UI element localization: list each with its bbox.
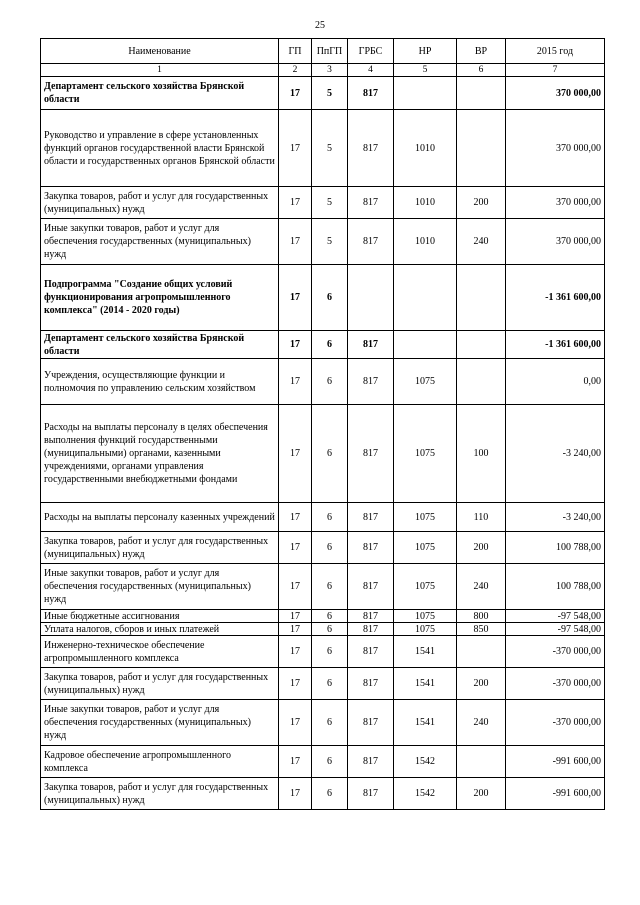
cell-amount: 100 788,00 [506,564,605,610]
cell-grbs: 817 [348,503,394,532]
table-row [41,187,605,219]
header-ppgp: ПпГП [312,39,348,64]
cell-vr [457,265,506,331]
cell-amount: -991 600,00 [506,746,605,778]
cell-vr: 200 [457,668,506,700]
table-row [41,503,605,532]
cell-amount: 370 000,00 [506,219,605,265]
cell-amount: -370 000,00 [506,636,605,668]
cell-nr: 1541 [394,636,457,668]
cell-amount: -1 361 600,00 [506,331,605,359]
cell-grbs: 817 [348,610,394,623]
table-row [41,623,605,636]
cell-name: Расходы на выплаты персоналу в целях обеспечения выполнения функций государственными (муниципальными) органами, казенными учреждениями, органами управления государственными внебюджетными фондами [41,405,279,503]
cell-amount: -97 548,00 [506,610,605,623]
cell-amount: -3 240,00 [506,405,605,503]
cell-grbs: 817 [348,532,394,564]
cell-vr: 200 [457,187,506,219]
cell-grbs: 817 [348,405,394,503]
table-row [41,265,605,331]
cell-grbs: 817 [348,219,394,265]
cell-grbs: 817 [348,700,394,746]
cell-nr: 1010 [394,110,457,187]
cell-ppgp: 6 [312,610,348,623]
cell-ppgp: 6 [312,405,348,503]
cell-nr: 1075 [394,623,457,636]
cell-name: Департамент сельского хозяйства Брянской области [41,331,279,359]
table-row [41,405,605,503]
cell-nr: 1075 [394,503,457,532]
cell-nr: 1075 [394,564,457,610]
cell-grbs: 817 [348,359,394,405]
cell-ppgp: 5 [312,219,348,265]
cell-name: Закупка товаров, работ и услуг для государственных (муниципальных) нужд [41,668,279,700]
cell-name: Уплата налогов, сборов и иных платежей [41,623,279,636]
column-number: 6 [457,64,506,77]
cell-vr: 110 [457,503,506,532]
cell-vr [457,636,506,668]
cell-vr: 850 [457,623,506,636]
cell-ppgp: 6 [312,746,348,778]
cell-ppgp: 6 [312,532,348,564]
cell-name: Учреждения, осуществляющие функции и полномочия по управлению сельским хозяйством [41,359,279,405]
cell-grbs [348,265,394,331]
cell-grbs: 817 [348,564,394,610]
cell-gp: 17 [279,359,312,405]
table-row [41,219,605,265]
cell-name: Кадровое обеспечение агропромышленного комплекса [41,746,279,778]
table-row [41,700,605,746]
cell-amount: 370 000,00 [506,77,605,110]
cell-nr: 1075 [394,532,457,564]
cell-ppgp: 6 [312,331,348,359]
cell-name: Подпрограмма "Создание общих условий функционирования агропромышленного комплекса" (2014 - 2020 годы) [41,265,279,331]
header-grbs: ГРБС [348,39,394,64]
cell-grbs: 817 [348,668,394,700]
cell-amount: 370 000,00 [506,187,605,219]
cell-vr [457,77,506,110]
cell-amount: -1 361 600,00 [506,265,605,331]
table-row [41,778,605,810]
cell-ppgp: 6 [312,778,348,810]
table-row [41,110,605,187]
cell-grbs: 817 [348,778,394,810]
cell-ppgp: 6 [312,359,348,405]
cell-nr [394,265,457,331]
cell-grbs: 817 [348,77,394,110]
cell-ppgp: 5 [312,77,348,110]
cell-ppgp: 5 [312,187,348,219]
table-row [41,532,605,564]
table-row [41,610,605,623]
cell-nr [394,77,457,110]
column-number: 7 [506,64,605,77]
cell-nr [394,331,457,359]
table-row [41,77,605,110]
cell-gp: 17 [279,77,312,110]
cell-name: Закупка товаров, работ и услуг для государственных (муниципальных) нужд [41,187,279,219]
cell-name: Руководство и управление в сфере установленных функций органов государственной власти Брянской области и государственных органов Брянской области [41,110,279,187]
cell-vr: 240 [457,564,506,610]
cell-amount: 370 000,00 [506,110,605,187]
cell-vr [457,110,506,187]
cell-ppgp: 6 [312,265,348,331]
cell-gp: 17 [279,331,312,359]
cell-grbs: 817 [348,187,394,219]
cell-gp: 17 [279,623,312,636]
cell-nr: 1075 [394,610,457,623]
cell-gp: 17 [279,532,312,564]
table-row [41,746,605,778]
cell-gp: 17 [279,610,312,623]
table-body [41,39,605,810]
cell-grbs: 817 [348,623,394,636]
table-row [41,331,605,359]
header-gp: ГП [279,39,312,64]
cell-gp: 17 [279,503,312,532]
cell-gp: 17 [279,265,312,331]
cell-nr: 1010 [394,187,457,219]
cell-ppgp: 6 [312,564,348,610]
cell-name: Иные закупки товаров, работ и услуг для обеспечения государственных (муниципальных) нужд [41,219,279,265]
cell-vr [457,746,506,778]
header-vr: ВР [457,39,506,64]
header-row [41,39,605,64]
cell-amount: -97 548,00 [506,623,605,636]
column-number: 2 [279,64,312,77]
cell-nr: 1075 [394,359,457,405]
column-number: 3 [312,64,348,77]
cell-nr: 1542 [394,778,457,810]
cell-gp: 17 [279,110,312,187]
table-row [41,359,605,405]
column-number: 4 [348,64,394,77]
cell-vr [457,331,506,359]
cell-vr: 200 [457,532,506,564]
cell-name: Иные закупки товаров, работ и услуг для обеспечения государственных (муниципальных) нужд [41,564,279,610]
cell-amount: -991 600,00 [506,778,605,810]
cell-gp: 17 [279,746,312,778]
cell-name: Иные закупки товаров, работ и услуг для обеспечения государственных (муниципальных) нужд [41,700,279,746]
cell-vr: 240 [457,700,506,746]
budget-table [40,38,605,810]
cell-amount: 0,00 [506,359,605,405]
cell-name: Иные бюджетные ассигнования [41,610,279,623]
cell-amount: -370 000,00 [506,668,605,700]
cell-name: Расходы на выплаты персоналу казенных учреждений [41,503,279,532]
cell-vr: 800 [457,610,506,623]
cell-grbs: 817 [348,110,394,187]
cell-gp: 17 [279,700,312,746]
table-row [41,564,605,610]
cell-vr: 200 [457,778,506,810]
cell-ppgp: 6 [312,636,348,668]
column-number-row [41,64,605,77]
cell-gp: 17 [279,636,312,668]
cell-gp: 17 [279,564,312,610]
column-number: 5 [394,64,457,77]
cell-nr: 1075 [394,405,457,503]
header-name: Наименование [41,39,279,64]
header-nr: НР [394,39,457,64]
cell-gp: 17 [279,668,312,700]
cell-name: Закупка товаров, работ и услуг для государственных (муниципальных) нужд [41,778,279,810]
cell-grbs: 817 [348,746,394,778]
cell-ppgp: 6 [312,668,348,700]
cell-vr [457,359,506,405]
cell-ppgp: 6 [312,623,348,636]
cell-name: Закупка товаров, работ и услуг для государственных (муниципальных) нужд [41,532,279,564]
column-number: 1 [41,64,279,77]
cell-amount: -370 000,00 [506,700,605,746]
cell-vr: 240 [457,219,506,265]
cell-gp: 17 [279,778,312,810]
cell-gp: 17 [279,219,312,265]
cell-ppgp: 5 [312,110,348,187]
cell-grbs: 817 [348,331,394,359]
cell-amount: 100 788,00 [506,532,605,564]
cell-grbs: 817 [348,636,394,668]
cell-gp: 17 [279,405,312,503]
table-row [41,668,605,700]
cell-nr: 1542 [394,746,457,778]
cell-nr: 1541 [394,668,457,700]
cell-name: Департамент сельского хозяйства Брянской области [41,77,279,110]
cell-gp: 17 [279,187,312,219]
cell-vr: 100 [457,405,506,503]
cell-name: Инженерно-техническое обеспечение агропромышленного комплекса [41,636,279,668]
cell-ppgp: 6 [312,503,348,532]
table-row [41,636,605,668]
cell-nr: 1010 [394,219,457,265]
header-amount: 2015 год [506,39,605,64]
cell-nr: 1541 [394,700,457,746]
cell-amount: -3 240,00 [506,503,605,532]
cell-ppgp: 6 [312,700,348,746]
page-number: 25 [315,20,325,31]
